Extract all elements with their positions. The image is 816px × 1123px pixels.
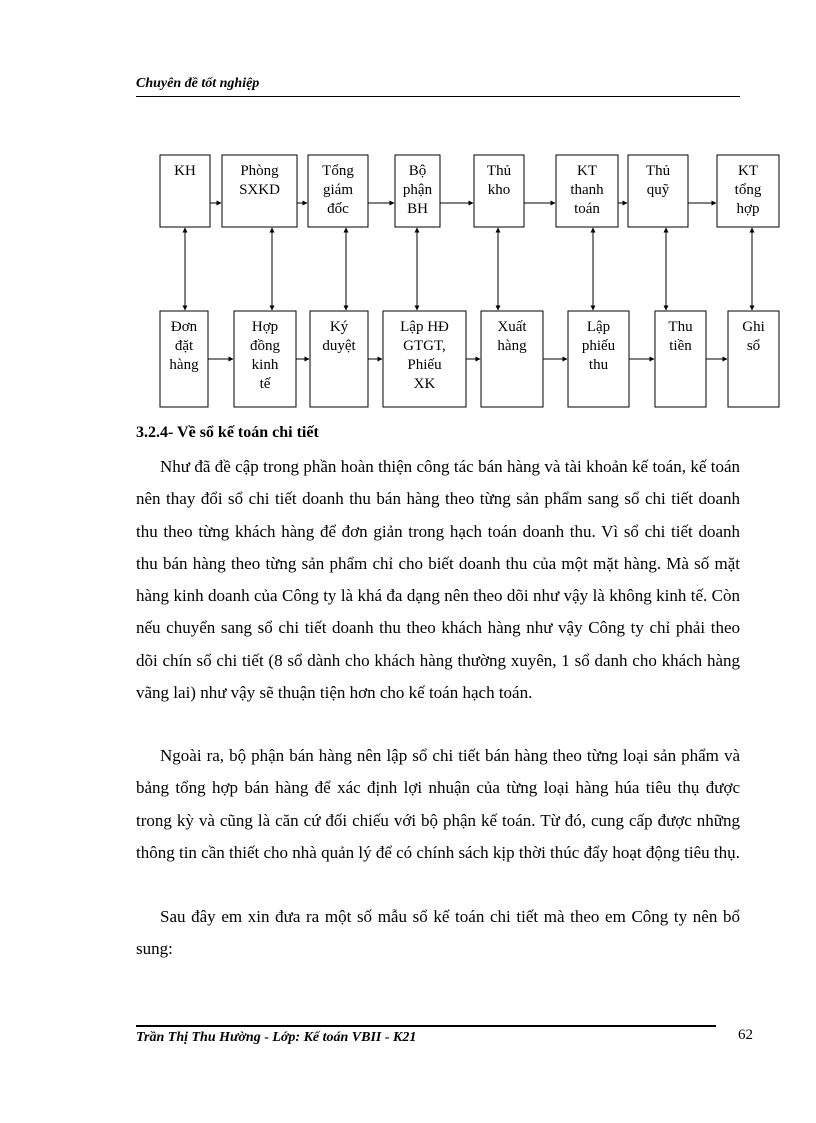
header-title: Chuyên đề tốt nghiệp: [136, 76, 260, 91]
top-box-3: [308, 155, 368, 227]
bottom-box-1-text: đặt: [174, 338, 194, 354]
bottom-box-6-text: Lập: [586, 319, 611, 335]
bottom-box-2-text: đồng: [250, 338, 280, 354]
bottom-box-1: [160, 311, 208, 407]
bottom-box-2-text: kinh: [251, 357, 279, 373]
top-box-5: [474, 155, 524, 227]
bottom-box-2-text: tế: [259, 376, 271, 392]
bottom-box-4-text: GTGT,: [403, 338, 446, 354]
bottom-box-2: [234, 311, 296, 407]
top-box-4-text: phận: [402, 182, 433, 198]
top-box-6-text: toán: [574, 201, 600, 217]
top-box-3-text: Tổng: [322, 163, 354, 179]
top-box-3-text: đốc: [327, 201, 349, 217]
bottom-box-6-text: thu: [588, 357, 609, 373]
top-box-5-text: kho: [487, 182, 511, 198]
top-box-7: [628, 155, 688, 227]
bottom-box-2-text: Hợp: [251, 319, 279, 335]
top-box-6-text: thanh: [570, 182, 604, 198]
top-box-8: [717, 155, 779, 227]
top-box-2: [222, 155, 297, 227]
bottom-box-3: [310, 311, 368, 407]
top-box-2-text: Phòng: [240, 163, 279, 179]
top-box-3-text: giám: [323, 182, 353, 198]
top-box-4: [395, 155, 440, 227]
top-box-7-text: quỹ: [646, 182, 670, 198]
bottom-box-6-text: phiếu: [581, 338, 616, 354]
top-box-4-text: Bộ: [408, 163, 427, 179]
bottom-box-8: [728, 311, 779, 407]
page-number: 62: [738, 1027, 753, 1043]
bottom-box-7-text: Thu: [668, 319, 693, 335]
bottom-box-5: [481, 311, 543, 407]
paragraph-1: Như đã đề cập trong phần hoàn thiện công tác bán hàng và tài khoản kế toán, kế toán nên thay đổi sổ chi tiết doanh thu bán hàng theo từng sản phẩm sang sổ chi tiết doanh thu theo từng khách hàng để đơn giản trong hạch toán doanh thu. Vì sổ chi tiết doanh thu bán hàng theo từng sản phẩm chỉ cho biết doanh thu của một mặt hàng. Mà số mặt hàng kinh doanh của Công ty là khá đa dạng nên theo dõi như vậy là không kinh tế. Còn nếu chuyển sang sổ chi tiết doanh thu theo khách hàng như vậy Công ty chỉ phải theo dõi chín sổ chi tiết (8 sổ dành cho khách hàng thường xuyên, 1 sổ danh cho khách hàng vãng lai) như vậy sẽ thuận tiện hơn cho kế toán hạch toán.: [136, 457, 740, 703]
paragraph-3: Sau đây em xin đưa ra một số mẫu sổ kế toán chi tiết mà theo em Công ty nên bổ sung:: [136, 907, 740, 959]
top-box-8-text: tổng: [734, 182, 762, 198]
bottom-box-4-text: Phiếu: [407, 357, 442, 373]
bottom-box-4: [383, 311, 466, 407]
bottom-box-6: [568, 311, 629, 407]
top-box-8-text: KT: [738, 163, 758, 179]
bottom-box-4-text: XK: [413, 376, 436, 392]
bottom-box-8-text: Ghi: [742, 319, 765, 335]
bottom-box-7: [655, 311, 706, 407]
bottom-box-1-text: Đơn: [170, 319, 198, 335]
top-box-5-text: Thủ: [486, 163, 512, 179]
top-box-7-text: Thủ: [645, 163, 671, 179]
bottom-box-3-text: duyệt: [322, 338, 356, 354]
bottom-box-7-text: tiền: [669, 338, 692, 354]
section-heading: 3.2.4- Về sổ kế toán chi tiết: [136, 424, 319, 441]
bottom-box-4-text: Lập HĐ: [400, 319, 449, 335]
footer-author: Trần Thị Thu Hường - Lớp: Kế toán VBII - K21: [136, 1030, 417, 1045]
footer-rule: [136, 1025, 716, 1027]
top-box-2-text: SXKD: [239, 182, 280, 198]
top-box-1: [160, 155, 210, 227]
top-box-1-text: KH: [174, 163, 196, 179]
top-box-6-text: KT: [577, 163, 597, 179]
bottom-box-3-text: Ký: [329, 319, 349, 335]
paragraph-2: Ngoài ra, bộ phận bán hàng nên lập sổ chi tiết bán hàng theo từng loại sản phẩm và bảng tổng hợp bán hàng để xác định lợi nhuận của từng loại hàng húa tiêu thụ được trong kỳ và cũng là căn cứ đối chiếu với bộ phận kế toán. Từ đó, cung cấp được những thông tin cần thiết cho nhà quản lý để có chính sách kịp thời thúc đẩy hoạt động tiêu thụ.: [136, 746, 740, 862]
bottom-box-1-text: hàng: [169, 357, 199, 373]
bottom-box-8-text: sổ: [746, 338, 761, 354]
bottom-box-5-text: hàng: [497, 338, 527, 354]
top-box-8-text: hợp: [736, 201, 760, 217]
bottom-box-5-text: Xuất: [497, 319, 527, 335]
top-box-6: [556, 155, 618, 227]
top-box-4-text: BH: [407, 201, 428, 217]
process-flow-diagram: [0, 0, 816, 420]
